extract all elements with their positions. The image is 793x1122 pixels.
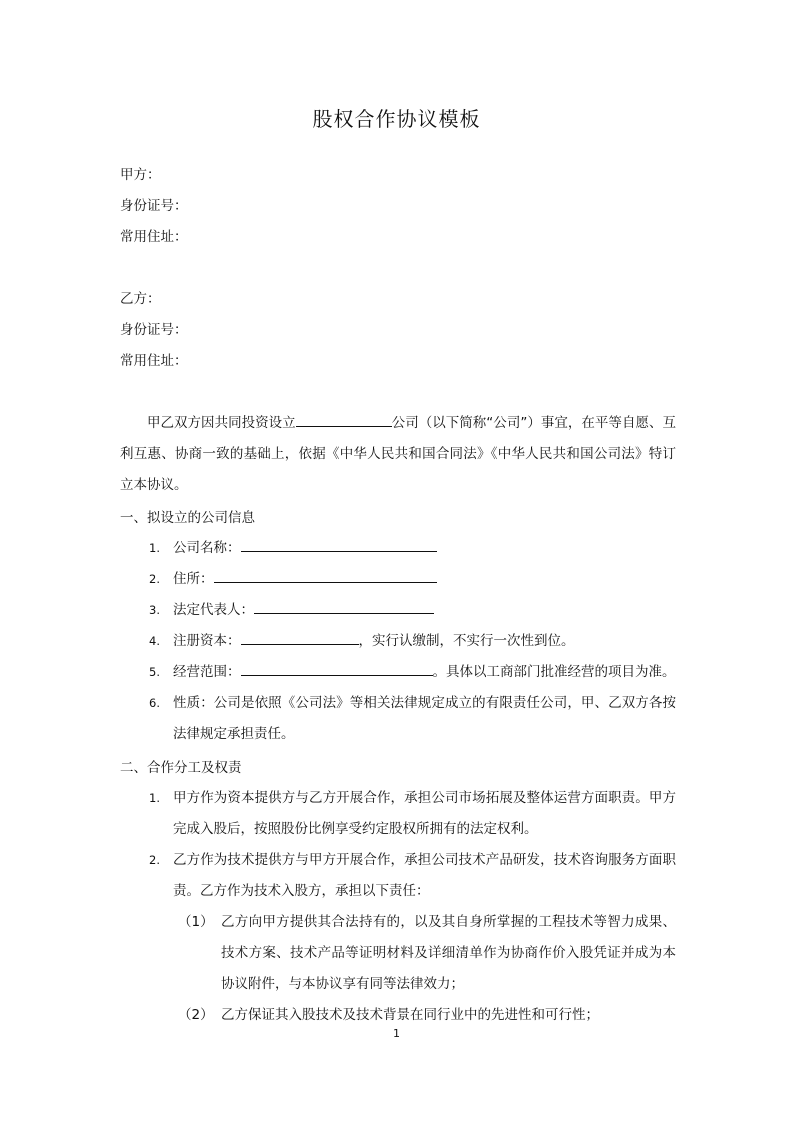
document-title: 股权合作协议模板 xyxy=(312,107,481,131)
section-1-heading: 一、拟设立的公司信息 xyxy=(120,510,255,526)
party-a-id-label: 身份证号： xyxy=(120,198,188,214)
item-number: 4. xyxy=(149,634,160,648)
item-number: 1. xyxy=(149,791,160,805)
company-name-blank xyxy=(296,410,392,427)
item-number: 1. xyxy=(149,541,160,555)
party-b-address-label: 常用住址： xyxy=(120,353,188,369)
subitem-number: （2） xyxy=(178,1007,214,1023)
subitem-text: 乙方向甲方提供其合法持有的，以及其自身所掌握的工程技术等智力成果、技术方案、技术产品等证明材料及详细清单作为协商作价入股凭证并成为本协议附件，与本协议享有同等法律效力； xyxy=(221,914,676,992)
fill-blank xyxy=(214,566,437,583)
item-number: 2. xyxy=(149,572,160,586)
item-text: 性质：公司是依照《公司法》等相关法律规定成立的有限责任公司，甲、乙双方各按法律规定承担责任。 xyxy=(173,695,676,742)
intro-part2: 公司（以下简称“公司”）事宜，在平等自愿、互利互惠、协商一致的基础上，依据《中华人民共和国合同法》《中华人民共和国公司法》特订立本协议。 xyxy=(120,415,676,493)
party-a-label: 甲方： xyxy=(120,167,161,183)
page-number: 1 xyxy=(393,1027,400,1040)
intro-paragraph xyxy=(120,408,676,501)
item-suffix: 。具体以工商部门批准经营的项目为准。 xyxy=(432,664,676,680)
item-label: 住所： xyxy=(173,571,214,587)
fill-blank xyxy=(254,597,434,614)
party-b-id-label: 身份证号： xyxy=(120,322,188,338)
fill-blank xyxy=(241,535,437,552)
intro-part1: 甲乙双方因共同投资设立 xyxy=(147,415,296,431)
item-suffix: ，实行认缴制，不实行一次性到位。 xyxy=(358,633,575,649)
item-label: 经营范围： xyxy=(173,664,241,680)
subitem-text: 乙方保证其入股技术及技术背景在同行业中的先进性和可行性； xyxy=(221,1007,599,1023)
item-text: 甲方作为资本提供方与乙方开展合作，承担公司市场拓展及整体运营方面职责。甲方完成入股后，按照股份比例享受约定股权所拥有的法定权利。 xyxy=(173,790,676,837)
item-text: 乙方作为技术提供方与甲方开展合作，承担公司技术产品研发，技术咨询服务方面职责。乙方作为技术入股方，承担以下责任： xyxy=(173,852,676,899)
fill-blank xyxy=(241,628,359,645)
subitem-number: （1） xyxy=(178,914,214,930)
item-number: 5. xyxy=(149,665,160,679)
item-number: 6. xyxy=(149,696,160,710)
party-b-label: 乙方： xyxy=(120,291,161,307)
item-label: 公司名称： xyxy=(173,540,241,556)
item-number: 3. xyxy=(149,603,160,617)
item-label: 注册资本： xyxy=(173,633,241,649)
item-label: 法定代表人： xyxy=(173,602,254,618)
party-a-address-label: 常用住址： xyxy=(120,229,188,245)
fill-blank xyxy=(241,659,433,676)
item-number: 2. xyxy=(149,853,160,867)
section-2-heading: 二、合作分工及权责 xyxy=(120,760,242,776)
